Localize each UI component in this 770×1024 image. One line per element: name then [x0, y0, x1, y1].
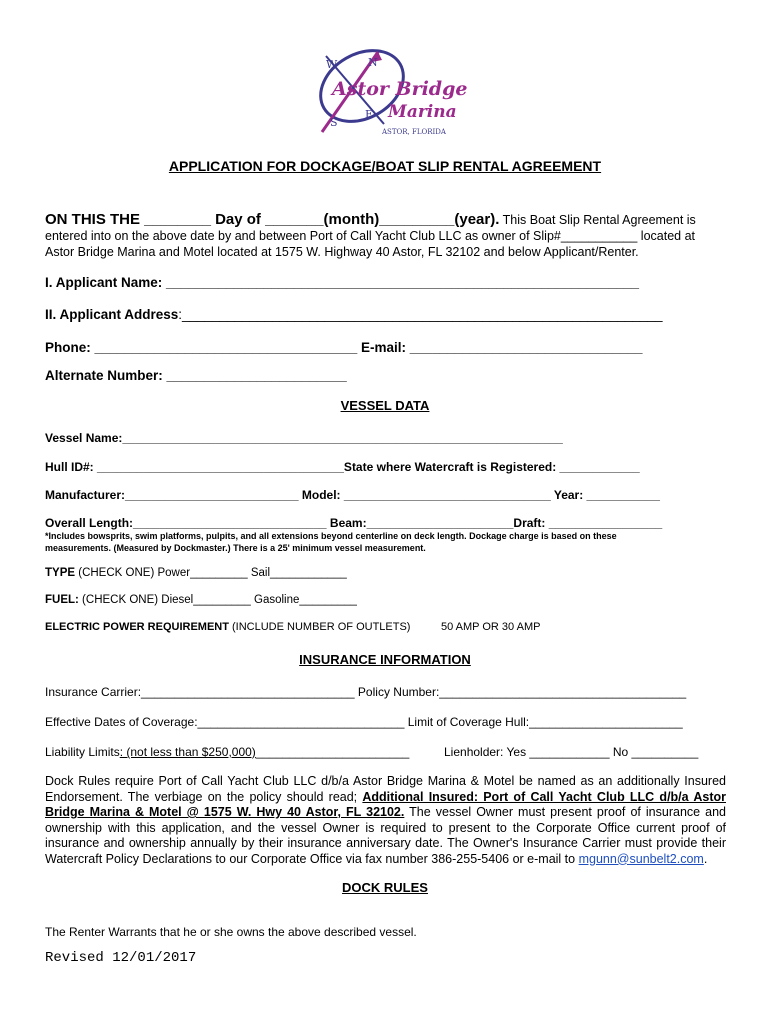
vessel-name-field: Vessel Name:__________________________________________________________________ — [45, 431, 563, 445]
vessel-heading: VESSEL DATA — [340, 398, 430, 413]
intro-lead: ON THIS THE ________ Day of _______(month)_________(year). — [45, 211, 500, 228]
revised-date: Revised 12/01/2017 — [45, 950, 197, 966]
compass-n: N — [368, 56, 378, 69]
liability-field — [45, 745, 409, 759]
applicant-address-label: II. Applicant Address — [45, 307, 179, 322]
insurance-para-end: . — [703, 851, 708, 866]
overall-length-label: Overall Length — [45, 516, 130, 530]
additional-insured-text: Additional Insured: Port of Call Yacht Club LLC d/b/a Astor Bridge Marina & Motel @ 1575 W. Hwy 40 Astor, FL 32102. — [45, 789, 726, 819]
liability-line: _______________________ — [255, 745, 410, 759]
renter-warranty-text: The Renter Warrants that he or she owns the above described vessel. — [45, 925, 417, 939]
logo-line2: Marina — [388, 102, 457, 122]
type-label: TYPE — [45, 567, 76, 579]
insurance-para-a: Dock Rules require Port of Call Yacht Club LLC d/b/a Astor Bridge Marina & Motel be named as an additionally Insured Endorsement. The verbiage on the policy should read; — [45, 774, 726, 804]
alternate-number-field: Alternate Number: ________________________ — [45, 368, 347, 383]
insurance-heading: INSURANCE INFORMATION — [299, 652, 471, 667]
measurement-note-line2: measurements. (Measured by Dockmaster.) There is a 25' minimum vessel measurement. — [45, 543, 426, 553]
manufacturer-field: Manufacturer:__________________________ Model: _______________________________ Year: ___________ — [45, 488, 660, 502]
lienholder-field: Lienholder: Yes ____________ No __________ — [444, 745, 699, 759]
overall-length-field — [45, 516, 662, 530]
applicant-address-line: :________________________________________________________________ — [178, 307, 663, 322]
measurement-note-line1: *Includes bowsprits, swim platforms, pulpits, and all extensions beyond centerline on deck length. Dockage charge is based on these — [45, 531, 617, 541]
type-options: (CHECK ONE) Power_________ Sail____________ — [75, 567, 347, 579]
dock-rules-heading: DOCK RULES — [342, 880, 428, 895]
email-link[interactable]: mgunn@sunbelt2.com — [578, 851, 704, 866]
insurance-paragraph — [45, 774, 726, 867]
intro-line1 — [45, 211, 696, 229]
insurance-para-b: The vessel Owner must present proof of insurance and ownership with this application, and the vessel Owner is required to present to the Corporate Office current proof of insurance and ownership annually by their insurance anniversary date. The Owner's Insurance Carrier must provide their Watercraft Policy Declarations to our Corporate Office via fax number 386-255-5406 or e-mail to — [45, 805, 726, 866]
page-title: APPLICATION FOR DOCKAGE/BOAT SLIP RENTAL AGREEMENT — [168, 158, 602, 174]
compass-e: E — [365, 108, 374, 121]
applicant-name-field: I. Applicant Name: _______________________________________________________________ — [45, 275, 640, 290]
intro-line3: Astor Bridge Marina and Motel located at 1575 W. Highway 40 Astor, FL 32102 and below Applicant/Renter. — [45, 245, 639, 259]
phone-email-field: Phone: ___________________________________ E-mail: _______________________________ — [45, 340, 643, 355]
intro-rest1: This Boat Slip Rental Agreement is — [499, 213, 696, 227]
compass-w: W — [326, 58, 338, 71]
overall-length-rest: :_____________________________ Beam:______________________Draft: _________________ — [129, 516, 663, 530]
intro-line2: entered into on the above date by and between Port of Call Yacht Club LLC as owner of Slip#___________ located at — [45, 229, 695, 243]
liability-minimum: : (not less than $250,000) — [119, 745, 256, 759]
hull-id-field: Hull ID#: _____________________________________State where Watercraft is Registered: ____________ — [45, 460, 640, 474]
fuel-options: (CHECK ONE) Diesel_________ Gasoline_________ — [78, 594, 357, 606]
applicant-address-field — [45, 307, 663, 322]
coverage-dates-field: Effective Dates of Coverage:_______________________________ Limit of Coverage Hull:_______________________ — [45, 715, 683, 729]
fuel-label: FUEL: — [45, 594, 79, 606]
power-options: 50 AMP OR 30 AMP — [441, 621, 541, 633]
logo-location: ASTOR, FLORIDA — [382, 128, 446, 136]
power-label: ELECTRIC POWER REQUIREMENT — [45, 621, 229, 633]
fuel-field — [45, 594, 357, 606]
insurance-carrier-field: Insurance Carrier:________________________________ Policy Number:_____________________________________ — [45, 685, 687, 699]
marina-logo — [312, 44, 468, 139]
power-field — [45, 621, 410, 633]
type-field — [45, 567, 347, 579]
logo-line1: Astor Bridge — [332, 78, 468, 100]
liability-label: Liability Limits — [45, 745, 120, 759]
compass-s: S — [330, 116, 338, 129]
power-note: (INCLUDE NUMBER OF OUTLETS) — [228, 621, 411, 633]
